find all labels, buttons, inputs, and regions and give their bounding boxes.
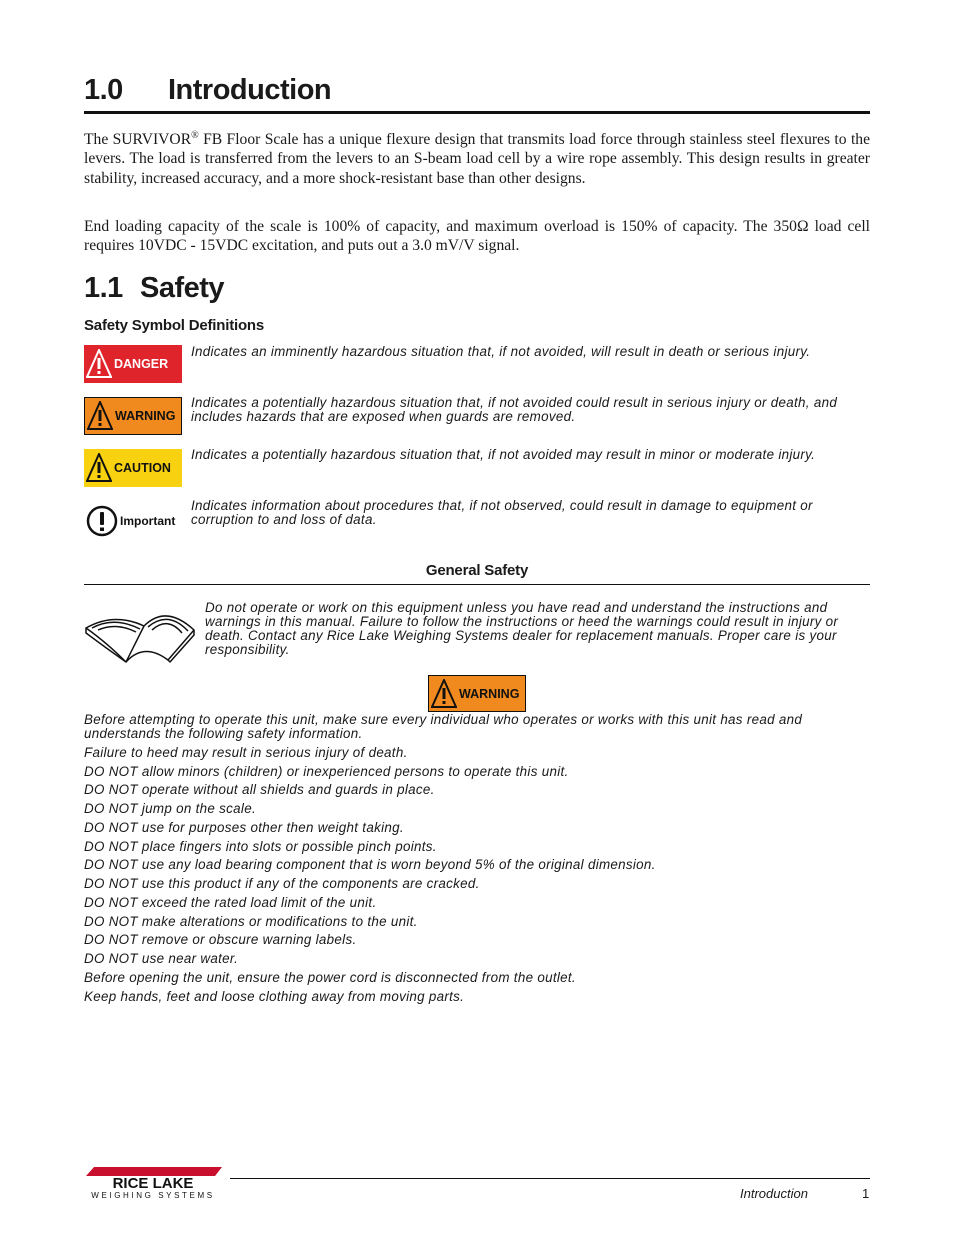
warning-definition: Indicates a potentially hazardous situation that, if not avoided could result in serious injury or death, and includes hazards that are exposed when guards are removed. — [191, 395, 838, 424]
section-number: 1.0 — [84, 74, 123, 106]
rice-lake-logo — [84, 1167, 222, 1200]
safety-symbols-heading: Safety Symbol Definitions — [84, 317, 265, 334]
caution-label: CAUTION — [114, 461, 171, 475]
general-safety-rule — [84, 584, 870, 585]
warning-triangle-icon — [431, 679, 457, 709]
open-book-icon — [84, 602, 196, 664]
important-definition: Indicates information about procedures that, if not observed, could result in damage to equipment or corruption to and loss of data. — [191, 498, 813, 527]
section-title: Introduction — [168, 74, 332, 106]
logo-subtitle: WEIGHING SYSTEMS — [91, 1191, 215, 1200]
warning-triangle-icon — [87, 401, 113, 431]
exclamation-circle-icon — [86, 505, 118, 537]
list-item: DO NOT operate without all shields and guards in place. — [84, 782, 435, 798]
list-item: DO NOT jump on the scale. — [84, 801, 256, 816]
list-item: DO NOT place fingers into slots or possible pinch points. — [84, 838, 437, 854]
danger-badge — [84, 345, 182, 383]
list-item: Before attempting to operate this unit, make sure every individual who operates or works with this unit has read and understands the following safety information. — [84, 712, 803, 741]
important-badge — [84, 502, 182, 540]
general-safety-heading: General Safety — [425, 562, 529, 579]
intro-paragraph-1: The SURVIVOR® FB Floor Scale has a unique flexure design that transmits load force through stainless steel flexures to the levers. The load is transferred from the levers to an S-beam load cell by a wire rope assembly. This design results in greater stability, increased accuracy, and a more shock-resistant base than other designs. — [84, 129, 870, 187]
caution-definition: Indicates a potentially hazardous situation that, if not avoided may result in minor or moderate injury. — [191, 447, 816, 462]
warning-badge — [84, 397, 182, 435]
section-number: 1.1 — [84, 272, 123, 304]
footer-section-name: Introduction — [740, 1186, 808, 1201]
list-item: Keep hands, feet and loose clothing away from moving parts. — [84, 988, 465, 1004]
list-item: DO NOT exceed the rated load limit of the unit. — [84, 894, 377, 910]
list-item: DO NOT use near water. — [84, 951, 239, 966]
logo-wordmark: RICE LAKE — [112, 1175, 194, 1192]
caution-badge — [84, 449, 182, 487]
list-item: Before opening the unit, ensure the power cord is disconnected from the outlet. — [84, 969, 576, 985]
heading-rule — [84, 111, 870, 114]
section-heading-introduction — [84, 72, 870, 108]
footer-rule — [230, 1178, 870, 1179]
intro-paragraph-2: End loading capacity of the scale is 100% of capacity, and maximum overload is 150% of capacity. The 350Ω load cell requires 10VDC - 15VDC excitation, and puts out a 3.0 mV/V signal. — [84, 218, 870, 255]
warning-badge-general — [428, 675, 526, 712]
warning-label: WARNING — [459, 686, 520, 701]
list-item: DO NOT remove or obscure warning labels. — [84, 932, 357, 948]
danger-triangle-icon — [86, 349, 112, 379]
section-heading-safety — [84, 270, 224, 306]
page-number: 1 — [862, 1186, 870, 1201]
list-item: DO NOT use for purposes other then weight taking. — [84, 819, 404, 835]
danger-definition: Indicates an imminently hazardous situation that, if not avoided, will result in death or serious injury. — [191, 344, 811, 359]
list-item: DO NOT make alterations or modifications to the unit. — [84, 913, 418, 929]
safety-rules-list — [84, 713, 870, 1008]
important-label: Important — [120, 514, 176, 528]
section-title: Safety — [140, 272, 225, 304]
list-item: DO NOT allow minors (children) or inexperienced persons to operate this unit. — [84, 763, 569, 779]
list-item: DO NOT use this product if any of the components are cracked. — [84, 876, 480, 891]
danger-label: DANGER — [114, 357, 169, 371]
list-item: Failure to heed may result in serious injury of death. — [84, 744, 408, 760]
manual-notice: Do not operate or work on this equipment unless you have read and understand the instructions and warnings in this manual. Failure to follow the instructions or heed the warnings could result in injury or death. Contact any Rice Lake Weighing Systems dealer for replacement manuals. Proper care is your responsibility. — [205, 600, 839, 657]
registered-mark: ® — [191, 129, 199, 141]
list-item: DO NOT use any load bearing component that is worn beyond 5% of the original dimension. — [84, 857, 656, 873]
warning-label: WARNING — [115, 409, 176, 423]
caution-triangle-icon — [86, 453, 112, 483]
